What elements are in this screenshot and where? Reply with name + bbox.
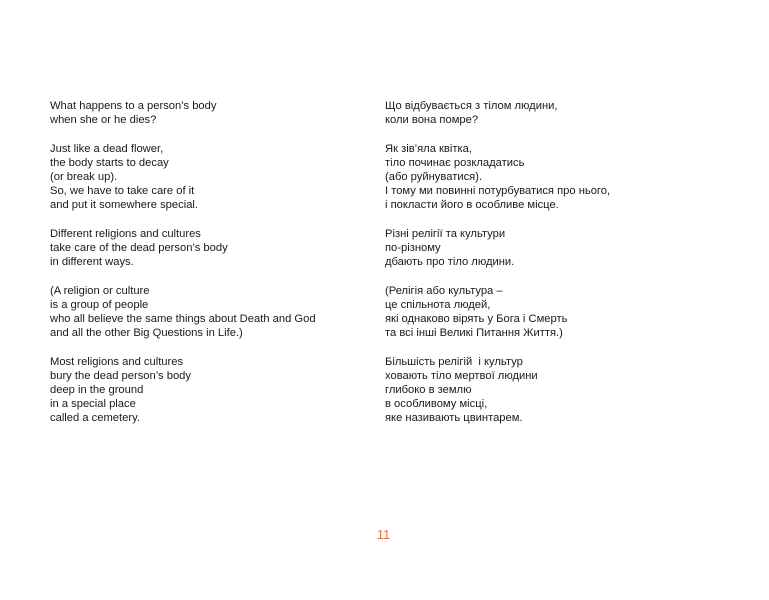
page-number-label: 11: [376, 527, 391, 542]
text-line: Most religions and cultures: [50, 355, 184, 368]
text-line: called a cemetery.: [50, 412, 140, 425]
ukrainian-stanza-5: [385, 355, 725, 426]
text-line: bury the dead person’s body: [50, 369, 191, 382]
text-line: які однаково вірять у Бога і Смерть: [385, 313, 568, 325]
ukrainian-stanza-4: [385, 284, 725, 341]
text-line: тіло починає розкладатись: [385, 156, 525, 169]
english-stanza-5: [50, 355, 350, 426]
text-line: (Релігія або культура –: [385, 284, 503, 297]
ukrainian-stanza-3: [385, 227, 725, 270]
english-text-column: [50, 99, 350, 440]
text-line: in a special place: [50, 398, 136, 411]
text-line: So, we have to take care of it: [50, 185, 195, 198]
text-line: і покласти його в особливе місце.: [385, 199, 559, 212]
text-line: Більшість релігій і культур: [385, 355, 523, 368]
ukrainian-stanza-2: [385, 142, 725, 213]
english-stanza-4: [50, 284, 350, 341]
text-line: Just like a dead flower,: [50, 142, 164, 155]
text-line: deep in the ground: [50, 384, 144, 396]
text-line: Як зів’яла квітка,: [385, 142, 472, 155]
text-line: Різні релігії та культури: [385, 227, 506, 240]
page-number: [0, 527, 769, 542]
text-line: по-різному: [385, 242, 441, 254]
text-line: and all the other Big Questions in Life.): [50, 327, 243, 340]
english-stanza-1: [50, 99, 350, 127]
text-line: What happens to a person’s body: [50, 100, 217, 112]
text-line: take care of the dead person’s body: [50, 242, 228, 254]
text-line: who all believe the same things about Death and God: [50, 313, 316, 325]
text-line: І тому ми повинні потурбуватися про нього,: [385, 185, 611, 198]
text-line: ховають тіло мертвої людини: [385, 369, 538, 382]
text-line: та всі інші Великі Питання Життя.): [385, 327, 563, 340]
text-line: Що відбувається з тілом людини,: [385, 100, 558, 112]
text-line: is a group of people: [50, 298, 149, 311]
text-line: (A religion or culture: [50, 284, 150, 297]
text-line: дбають про тіло людини.: [385, 256, 515, 269]
ukrainian-stanza-1: [385, 99, 725, 127]
english-stanza-3: [50, 227, 350, 270]
text-line: яке називають цвинтарем.: [385, 412, 523, 425]
text-line: це спільнота людей,: [385, 298, 491, 311]
text-line: (or break up).: [50, 171, 118, 183]
text-line: (або руйнуватися).: [385, 171, 483, 183]
text-line: глибоко в землю: [385, 384, 472, 396]
ukrainian-text-column: [385, 99, 725, 440]
english-stanza-2: [50, 142, 350, 213]
text-line: the body starts to decay: [50, 156, 169, 169]
text-line: in different ways.: [50, 256, 134, 269]
text-line: when she or he dies?: [50, 114, 157, 127]
text-line: Different religions and cultures: [50, 227, 201, 240]
text-line: в особливому місці,: [385, 398, 488, 411]
text-line: коли вона помре?: [385, 114, 479, 127]
text-line: and put it somewhere special.: [50, 199, 199, 212]
